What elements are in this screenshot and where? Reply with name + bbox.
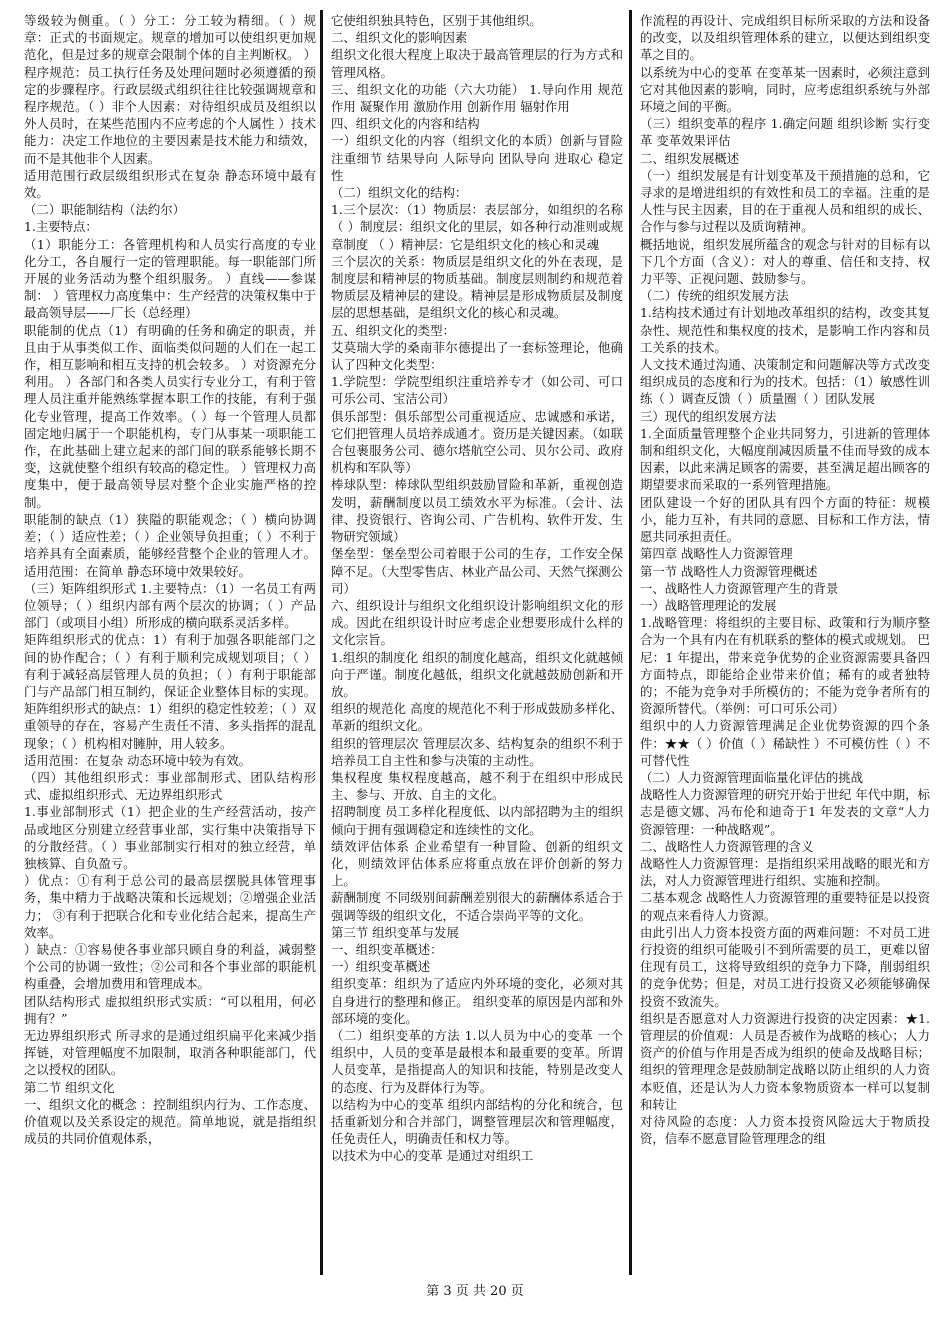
- paragraph: 1.结构技术通过有计划地改革组织的结构，改变其复杂性、规范性和集权度的技术，是影响工作内容和员工关系的技术。: [640, 305, 930, 355]
- paragraph: 矩阵组织形式的优点：1）有利于加强各职能部门之间的协作配合；（ ）有利于顺利完成规划项目；（ ）有利于减轻高层管理人员的负担；（ ）有利于职能部门与产品部门相互制约，保证企业整体目标的实现。 矩阵组织形式的缺点：1）组织的稳定性较差；（ ）双重领导的存在，容易产生责任不清、多头指挥的混乱现象；（ ）机构相对臃肿，用人较多。: [24, 632, 316, 751]
- paragraph: 六、组织设计与组织文化组织设计影响组织文化的形成。因此在组织设计时应考虑企业想要形成什么样的文化宗旨。: [331, 597, 623, 648]
- paragraph: 集权程度 集权程度越高，越不利于在组织中形成民主、参与、开放、自主的文化。: [331, 769, 623, 803]
- paragraph: 四、组织文化的内容和结构: [331, 116, 480, 132]
- paragraph: 棒球队型：棒球队型组织鼓励冒险和革新，重视创造发明，薪酬制度以员工绩效水平为标准。（会计、法律、投资银行、咨询公司、广告机构、软件开发、生物研究领域）: [331, 477, 623, 545]
- paragraph: 第一节 战略性人力资源管理概述: [640, 563, 818, 579]
- paragraph: （四）其他组织形式：事业部制形式、团队结构形式、虚拟组织形式、无边界组织形式: [24, 769, 316, 803]
- paragraph: 组织是否愿意对人力资源进行投资的决定因素：★1.管理层的价值观：人员是否被作为战略的核心；人力资产的价值与作用是否成为组织的使命及战略目标；组织的管理理念是鼓励制定战略以防止组织的人力资本贬值，还是认为人力资本象物质资本一样可以复制和转让: [640, 1010, 930, 1112]
- paragraph: 二、组织文化的影响因素: [331, 30, 468, 46]
- paragraph: 一、组织文化的概念 ：控制组织内行为、工作态度、价值观以及关系设定的规范。简单地说，就是指组织成员的共同价值观体系，: [24, 1096, 316, 1147]
- paragraph: 1.组织的制度化 组织的制度化越高，组织文化就越倾向于严谨。制度化越低，组织文化就越鼓励创新和开放。: [331, 649, 623, 699]
- paragraph: 组织中的人力资源管理满足企业优势资源的四个条件：★★（ ）价值（ ）稀缺性 ）不可模仿性（ ）不可替代性: [640, 718, 930, 768]
- paragraph: ）优点：①有利于总公司的最高层摆脱具体管理事务，集中精力于战略决策和长远规划；②增强企业活力； ③有利于把联合化和专业化结合起来，提高生产效率。: [24, 873, 316, 940]
- paragraph: 组织变革：组织为了适应内外环境的变化，必须对其自身进行的整理和修正。 组织变革的原因是内部和外部环境的变化。: [331, 976, 623, 1026]
- paragraph: 战略性人力资源管理的研究开始于世纪 年代中期，标志是德文娜、冯布伦和迪奇于1 年发表的文章“人力资源管理：一种战略观”。: [640, 787, 930, 837]
- paragraph: 1.全面质量管理整个企业共同努力，引进新的管理体制和组织文化，大幅度削减因质量不佳而导致的成本因素，以此来满足顾客的需要，甚至满足超出顾客的期望要求而采取的一系列管理措施。: [640, 425, 930, 493]
- paragraph: 五、组织文化的类型：: [331, 322, 455, 338]
- paragraph: 组织的管理层次 管理层次多、结构复杂的组织不利于培养员工自主性和参与决策的主动性。: [331, 735, 623, 768]
- page-number-footer: 第 3 页 共 20 页: [426, 1284, 524, 1299]
- paragraph: 1.主要特点：: [24, 219, 98, 235]
- paragraph: 由此引出人力资本投资方面的两难问题：不对员工进行投资的组织可能吸引不到所需要的员工，更难以留住现有员工，这将导致组织的竞争力下降，削弱组织的竞争优势；但是，对员工进行投资又必须能够确保投资不致流失。: [640, 924, 930, 1009]
- paragraph: 第二节 组织文化: [24, 1079, 115, 1095]
- column-divider: [320, 10, 323, 1275]
- paragraph: 人文技术通过沟通、决策制定和问题解决等方式改变组织成员的态度和行为的技术。包括：（1）敏感性训练（ ）调查反馈（ ）质量圈（ ）团队发展: [640, 357, 930, 407]
- paragraph: 适用范围：在复杂 动态环境中较为有效。: [24, 752, 251, 768]
- paragraph: （二）传统的组织发展方法: [640, 288, 789, 304]
- paragraph: 1.战略管理：将组织的主要目标、政策和行为顺序整合为一个具有内在有机联系的整体的模式或规划。 巴尼：1 年提出，带来竞争优势的企业资源需要具备四方面特点，即能给企业带来价值；稀有的或者独特的；不能为竞争对手所模仿的；不能为竞争者所有的资源所替代。（举例：可口可乐公司）: [640, 615, 930, 717]
- paragraph: （三）矩阵组织形式 1.主要特点：（1）一名员工有两位领导；（ ）组织内部有两个层次的协调；（ ）产品部门（或项目小组）所形成的横向联系灵活多样。: [24, 580, 316, 631]
- paragraph: （二）人力资源管理面临量化评估的挑战: [640, 769, 864, 785]
- paragraph: 招聘制度 员工多样化程度低、以内部招聘为主的组织倾向于拥有强调稳定和连续性的文化。: [331, 804, 623, 837]
- paragraph: 三）现代的组织发展方法: [640, 408, 777, 424]
- column-divider: [629, 10, 632, 1275]
- paragraph: 1.事业部制形式（1）把企业的生产经营活动，按产品或地区分别建立经营事业部，实行集中决策指导下的分散经营。（ ）事业部制实行相对的独立经营，单独核算、自负盈亏。: [24, 804, 316, 871]
- paragraph: （1）职能分工：各管理机构和人员实行高度的专业化分工，各自履行一定的管理职能。每一职能部门所开展的业务活动为整个组织服务。 ）直线——参谋制： ）管理权力高度集中：生产经营的决策权集中于最高领导层——厂长（总经理）: [24, 236, 316, 321]
- paragraph: 无边界组织形式 所寻求的是通过组织扁平化来减少指挥链，对管理幅度不加限制，取消各种职能部门，代之以授权的团队。: [24, 1027, 316, 1078]
- paragraph: 组织的规范化 高度的规范化不利于形成鼓励多样化、革新的组织文化。: [331, 701, 623, 734]
- paragraph: 三个层次的关系：物质层是组织文化的外在表现，是制度层和精神层的物质基础。制度层则制约和规范着物质层及精神层的建设。精神层是形成物质层及制度层的思想基础，是组织文化的核心和灵魂。: [331, 253, 623, 321]
- paragraph: （一）组织发展是有计划变革及干预措施的总和，它寻求的是增进组织的有效性和员工的幸福。注重的是人性与民主因素，目的在于重视人员和组织的成长、合作与参与过程以及质询精神。: [640, 167, 930, 235]
- paragraph: （二）组织文化的结构：: [331, 185, 468, 201]
- paragraph: 以技术为中心的变革 是通过对组织工: [331, 1148, 534, 1164]
- paragraph: 等级较为侧重。（ ）分工：分工较为精细。（ ）规章：正式的书面规定。规章的增加可以使组织更加规范化，但是过多的规章会限制个体的自主判断权。 ）程序规范：员工执行任务及处理问题时必须遵循的预定的步骤程序。行政层级式组织往往比较强调规章和程序规范。（ ）非个人因素：对待组织成员及组织以外人员时，在某些范围内不应考虑的个人属性 ）技术能力：决定工作地位的主要因素是技术能力和绩效，而不是其他非个人因素。: [24, 13, 316, 166]
- paragraph: 对待风险的态度：人力资本投资风险远大于物质投资，信奉不愿意冒险管理理念的组: [640, 1114, 930, 1147]
- paragraph: 一）组织文化的内容（组织文化的本质）创新与冒险 注重细节 结果导向 人际导向 团队导向 进取心 稳定性: [331, 133, 623, 183]
- paragraph: 二、组织发展概述: [640, 150, 740, 166]
- paragraph: 一、组织变革概述：: [331, 941, 443, 957]
- paragraph: 概括地说，组织发展所蕴含的观念与针对的目标有以下几个方面（含义）：对人的尊重、信任和支持、权力平等、正视问题、鼓励参与。: [640, 236, 930, 287]
- paragraph: 以结构为中心的变革 组织内部结构的分化和统合，包括重新划分和合并部门，调整管理层次和管理幅度，任免责任人，明确责任和权力等。: [331, 1096, 623, 1147]
- paragraph: 职能制的优点（1）有明确的任务和确定的职责，并且由于从事类似工作、面临类似问题的人们在一起工作，相互影响和相互支持的机会较多。 ）对资源充分利用。 ）各部门和各类人员实行专业分工，有利于管理人员注重并能熟练掌握本职工作的技能，有利于强化专业管理，提高工作效率。（ ）每一个管理人员都固定地归属于一个职能机构，专门从事某一项职能工作，在此基础上建立起来的部门间的联系能够长期不变，这就使整个组织有较高的稳定性。 ）管理权力高度集中，便于最高领导层对整个企业实施严格的控制。: [24, 322, 316, 510]
- text-column-2: [331, 12, 623, 1274]
- paragraph: 第四章 战略性人力资源管理: [640, 546, 793, 562]
- paragraph: 一、战略性人力资源管理产生的背景: [640, 580, 839, 596]
- text-column-3: [640, 12, 930, 1274]
- paragraph: 适用范围行政层级组织形式在复杂 静态环境中最有效。: [24, 167, 316, 201]
- paragraph: 第三节 组织变革与发展: [331, 924, 459, 940]
- text-column-1: [24, 12, 316, 1274]
- paragraph: 团队结构形式 虚拟组织形式实质：“可以租用，何必拥有？”: [24, 993, 316, 1026]
- paragraph: 1.学院型：学院型组织注重培养专才（如公司、可口可乐公司、宝洁公司）: [331, 374, 623, 407]
- paragraph: （三）组织变革的程序 1.确定问题 组织诊断 实行变革 变革效果评估: [640, 116, 930, 149]
- paragraph: 二、战略性人力资源管理的含义: [640, 838, 814, 854]
- paragraph: ）缺点：①容易使各事业部只顾自身的利益，减弱整个公司的协调一致性；②公司和各个事业部的职能机构重叠，会增加费用和管理成本。: [24, 941, 316, 992]
- paragraph: 它使组织独具特色，区别于其他组织。: [331, 13, 542, 28]
- paragraph: 团队建设一个好的团队具有四个方面的特征：规模小，能力互补，有共同的意愿、目标和工作方法，情愿共同承担责任。: [640, 494, 930, 545]
- paragraph: 一）组织变革概述: [331, 959, 431, 975]
- paragraph: 1.三个层次：（1）物质层：表层部分，如组织的名称 （ ）制度层：组织文化的里层，如各种行动准则或规章制度 （ ）精神层：它是组织文化的核心和灵魂: [331, 202, 623, 252]
- paragraph: 俱乐部型：俱乐部型公司重视适应、忠诚感和承诺，它们把管理人员培养成通才。资历是关键因素。（如联合包裹服务公司、德尔塔航空公司、贝尔公司、政府机构和军队等）: [331, 408, 623, 476]
- paragraph: 二基本观念 战略性人力资源管理的重要特征是以投资的观点来看待人力资源。: [640, 890, 930, 923]
- paragraph: 一）战略管理理论的发展: [640, 597, 777, 613]
- paragraph: 绩效评估体系 企业希望有一种冒险、创新的组织文化，则绩效评估体系应将重点放在评价创新的努力上。: [331, 838, 623, 889]
- paragraph: 作流程的再设计、完成组织目标所采取的方法和设备的改变，以及组织管理体系的建立，以便达到组织变革之目的。: [640, 13, 930, 63]
- paragraph: 组织文化很大程度上取决于最高管理层的行为方式和管理风格。: [331, 47, 623, 80]
- paragraph: 艾莫瑞大学的桑南菲尔德提出了一套标签理论，他确认了四种文化类型：: [331, 339, 623, 373]
- paragraph: 薪酬制度 不同级别间薪酬差别很大的薪酬体系适合于强调等级的组织文化，不适合崇尚平等的文化。: [331, 890, 623, 923]
- paragraph: 职能制的缺点（1）狭隘的职能观念；（ ）横向协调差；（ ）适应性差；（ ）企业领导负担重；（ ）不利于培养具有全面素质，能够经营整个企业的管理人才。 适用范围：在简单 静态环境中效果较好。: [24, 511, 316, 579]
- paragraph: （二）职能制结构（法约尔）: [24, 202, 186, 218]
- paragraph: 堡垒型：堡垒型公司着眼于公司的生存，工作安全保障不足。（大型零售店、林业产品公司、天然气探测公司）: [331, 546, 623, 596]
- paragraph: 以系统为中心的变革 在变革某一因素时，必须注意到它对其他因素的影响，同时，应考虑组织系统与外部环境之间的平衡。: [640, 64, 930, 115]
- paragraph: 战略性人力资源管理：是指组织采用战略的眼光和方法，对人力资源管理进行组织、实施和控制。: [640, 855, 930, 889]
- paragraph: （二）组织变革的方法 1.以人员为中心的变革 一个组织中，人员的变革是最根本和最重要的变革。所谓人员变革，是指提高人的知识和技能，特别是改变人的态度、行为及群体行为等。: [331, 1027, 623, 1095]
- paragraph: 三、组织文化的功能（六大功能） 1.导向作用 规范作用 凝聚作用 激励作用 创新作用 辐射作用: [331, 81, 623, 115]
